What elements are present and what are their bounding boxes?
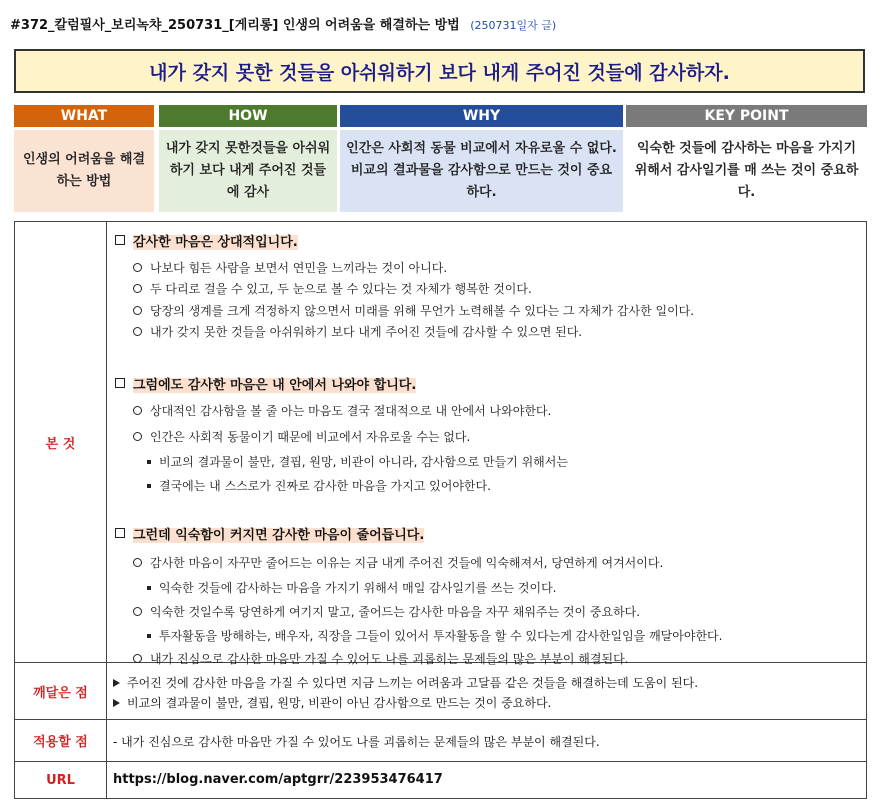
list-item: 주어진 것에 감사한 마음을 가질 수 있다면 지금 느끼는 어려움과 고달픔 같은 것들을 해결하는데 도움이 된다. <box>113 674 698 691</box>
what-header: WHAT <box>14 105 154 127</box>
notes-table <box>14 221 867 799</box>
key-point-body: 익숙한 것들에 감사하는 마음을 가지기 위해서 감사일기를 매 쓰는 것이 중요하다. <box>626 130 867 212</box>
section-title: 그럼에도 감사한 마음은 내 안에서 나와야 합니다. <box>115 374 416 393</box>
circle-bullet-icon <box>133 558 142 567</box>
url-content <box>107 762 866 799</box>
main-message-banner <box>14 49 865 93</box>
triangle-bullet-icon <box>113 699 120 707</box>
list-item: 비교의 결과물이 불만, 결핍, 원망, 비관이 아닌 감사함으로 만드는 것이 중요하다. <box>113 694 551 711</box>
summary-grid <box>14 105 867 212</box>
list-item: 당장의 생계를 크게 걱정하지 않으면서 미래를 위해 무언가 노력해볼 수 있다는 그 자체가 감사한 일이다. <box>133 302 694 319</box>
list-item: 비교의 결과물이 불만, 결핍, 원망, 비관이 아니라, 감사함으로 만들기 위해서는 <box>147 453 568 470</box>
list-item: 내가 갖지 못한 것들을 아쉬워하기 보다 내게 주어진 것들에 감사할 수 있으면 된다. <box>133 323 582 340</box>
url-label: URL <box>15 762 107 799</box>
list-item: 익숙한 것일수록 당연하게 여기지 말고, 줄어드는 감사한 마음을 자꾸 채워주는 것이 중요하다. <box>133 603 640 620</box>
checkbox-square-icon <box>115 235 125 245</box>
apply-row <box>15 720 866 762</box>
circle-bullet-icon <box>133 432 142 441</box>
url-row <box>15 762 866 799</box>
title-text: #372_칼럼필사_보리녹챠_250731_[게리롱] 인생의 어려움을 해결하는 방법 <box>10 18 460 33</box>
how-header: HOW <box>159 105 337 127</box>
list-item: 나보다 힘든 사람을 보면서 연민을 느끼라는 것이 아니다. <box>133 259 447 276</box>
list-item: 인간은 사회적 동물이기 때문에 비교에서 자유로울 수는 없다. <box>133 428 470 445</box>
apply-content <box>107 720 866 761</box>
what-column <box>14 105 154 212</box>
seen-label: 본 것 <box>15 222 107 662</box>
key-point-column <box>626 105 867 212</box>
seen-content <box>107 222 866 666</box>
section-title: 그런데 익숙함이 커지면 감사한 마음이 줄어듭니다. <box>115 524 424 543</box>
square-bullet-icon <box>147 460 151 464</box>
date-note: (250731일자 글) <box>470 19 557 32</box>
realized-label: 깨달은 점 <box>15 663 107 719</box>
document-title <box>10 14 556 33</box>
list-item: 감사한 마음이 자꾸만 줄어드는 이유는 지금 내게 주어진 것들에 익숙해져서, 당연하게 여겨서이다. <box>133 554 663 571</box>
section-title: 감사한 마음은 상대적입니다. <box>115 231 298 250</box>
checkbox-square-icon <box>115 528 125 538</box>
circle-bullet-icon <box>133 327 142 336</box>
banner-text: 내가 갖지 못한 것들을 아쉬워하기 보다 내게 주어진 것들에 감사하자. <box>149 61 730 84</box>
list-item: 결국에는 내 스스로가 진짜로 감사한 마음을 가지고 있어야한다. <box>147 477 491 494</box>
source-url-link[interactable]: https://blog.naver.com/aptgrr/223953476417 <box>113 772 443 787</box>
circle-bullet-icon <box>133 284 142 293</box>
list-item: 상대적인 감사함을 볼 줄 아는 마음도 결국 절대적으로 내 안에서 나와야한다. <box>133 402 551 419</box>
square-bullet-icon <box>147 484 151 488</box>
apply-label: 적용할 점 <box>15 720 107 761</box>
circle-bullet-icon <box>133 607 142 616</box>
why-body: 인간은 사회적 동물 비교에서 자유로울 수 없다. 비교의 결과물을 감사함으로 만드는 것이 중요하다. <box>340 130 623 212</box>
how-body: 내가 갖지 못한것들을 아쉬워하기 보다 내게 주어진 것들에 감사 <box>159 130 337 212</box>
circle-bullet-icon <box>133 654 142 663</box>
checkbox-square-icon <box>115 378 125 388</box>
list-item: 내가 진심으로 감사한 마음만 가질 수 있어도 나를 괴롭히는 문제들의 많은 부분이 해결된다. <box>133 650 629 667</box>
apply-text: - 내가 진심으로 감사한 마음만 가질 수 있어도 나를 괴롭히는 문제들의 많은 부분이 해결된다. <box>113 735 600 749</box>
triangle-bullet-icon <box>113 679 120 687</box>
how-column <box>159 105 337 212</box>
realized-row <box>15 663 866 720</box>
list-item: 투자활동을 방해하는, 배우자, 직장을 그들이 있어서 투자활동을 할 수 있다는게 감사한일임을 깨달아야한다. <box>147 627 722 644</box>
list-item: 익숙한 것들에 감사하는 마음을 가지기 위해서 매일 감사일기를 쓰는 것이다. <box>147 579 557 596</box>
realized-content <box>107 663 866 719</box>
circle-bullet-icon <box>133 306 142 315</box>
why-header: WHY <box>340 105 623 127</box>
square-bullet-icon <box>147 586 151 590</box>
why-column <box>340 105 623 212</box>
what-body: 인생의 어려움을 해결하는 방법 <box>14 130 154 212</box>
square-bullet-icon <box>147 634 151 638</box>
key-point-header: KEY POINT <box>626 105 867 127</box>
circle-bullet-icon <box>133 263 142 272</box>
seen-row <box>15 222 866 666</box>
circle-bullet-icon <box>133 406 142 415</box>
list-item: 두 다리로 걸을 수 있고, 두 눈으로 볼 수 있다는 것 자체가 행복한 것이다. <box>133 280 532 297</box>
